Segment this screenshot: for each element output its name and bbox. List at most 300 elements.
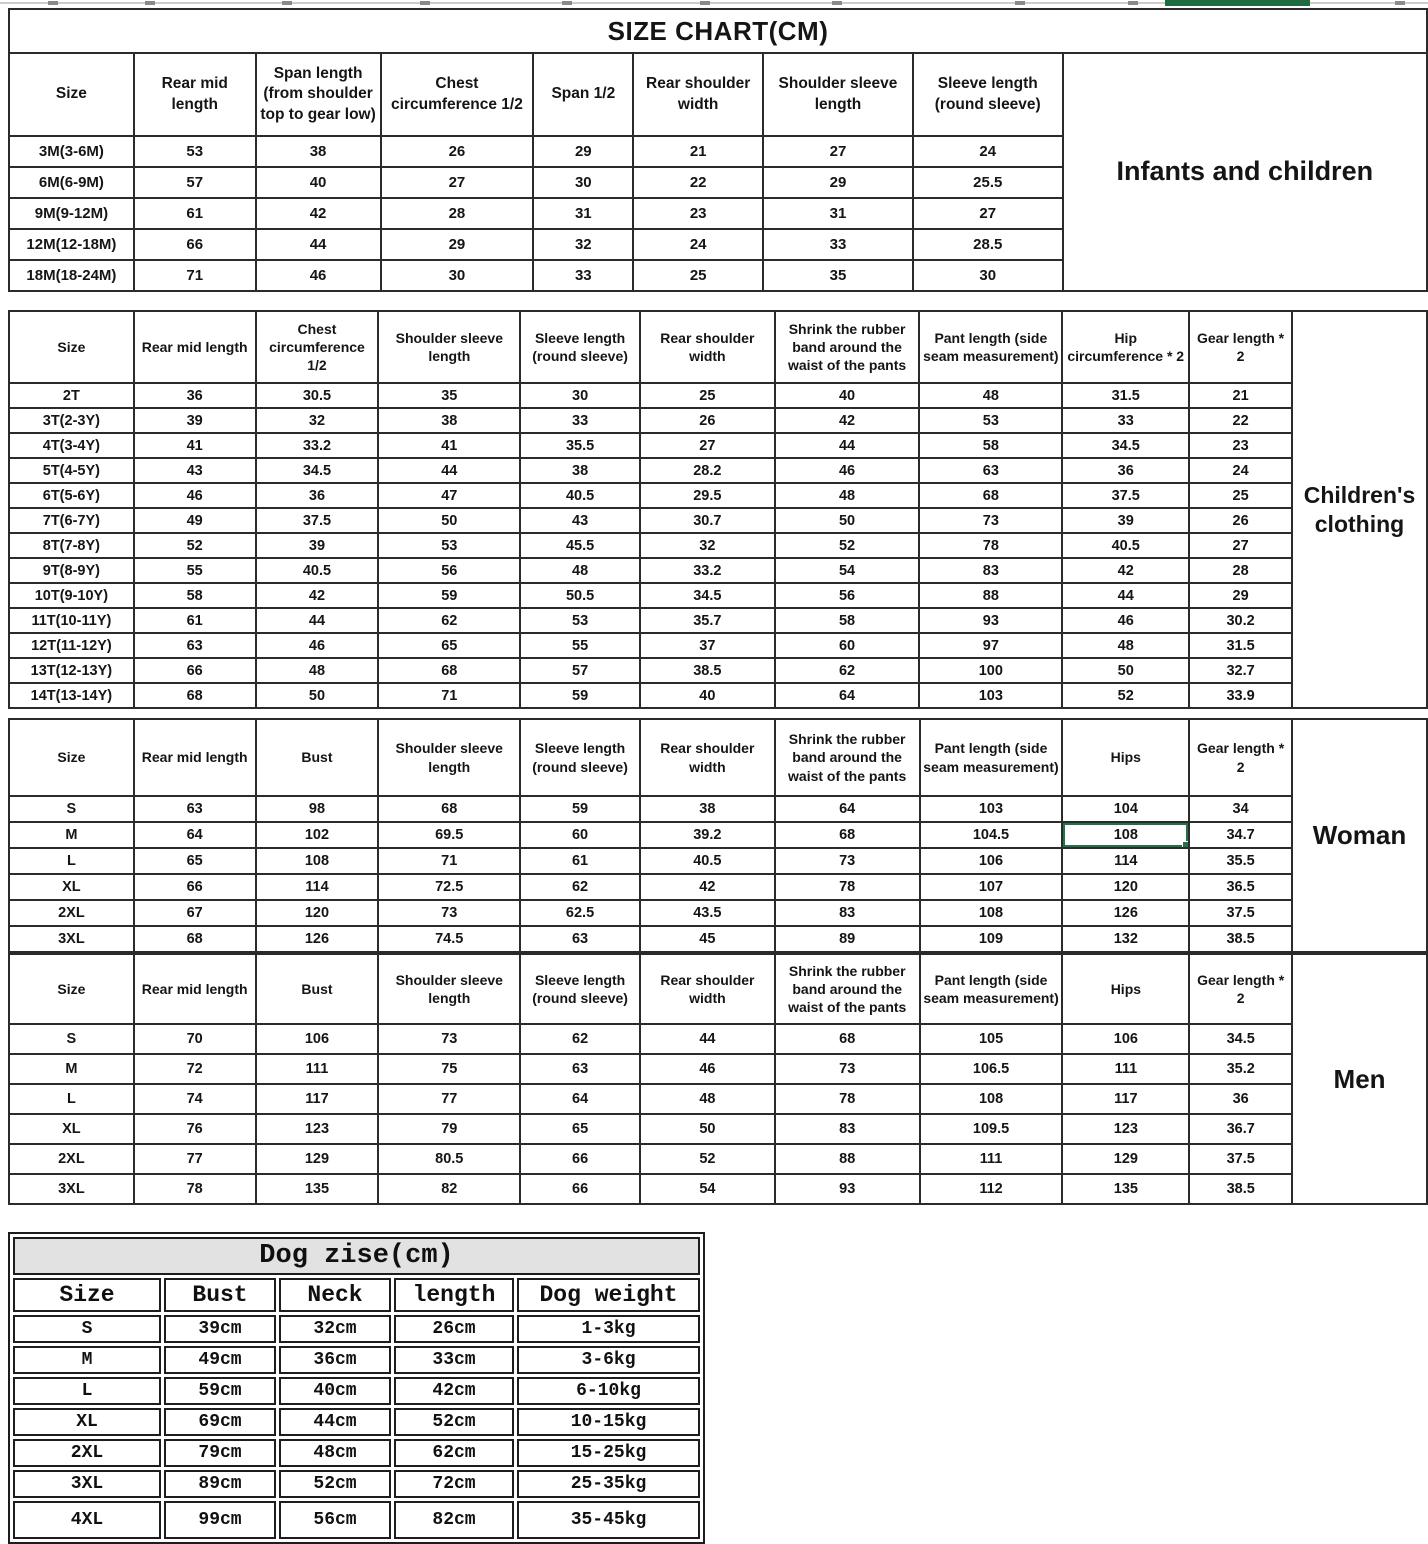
- value-cell: 83: [775, 900, 920, 926]
- value-cell: 34.7: [1189, 822, 1292, 848]
- value-cell: 36: [1189, 1084, 1292, 1114]
- size-cell: 2XL: [13, 1439, 161, 1467]
- column-header-7: Pant length (side seam measurement): [920, 719, 1063, 796]
- value-cell: 42cm: [394, 1377, 514, 1405]
- value-cell: 25.5: [913, 167, 1063, 198]
- side-label-infants: Infants and children: [1063, 53, 1427, 291]
- value-cell: 46: [1062, 608, 1189, 633]
- value-cell: 32: [640, 533, 775, 558]
- value-cell: 49cm: [164, 1346, 276, 1374]
- value-cell: 32: [533, 229, 633, 260]
- value-cell: 56: [775, 583, 920, 608]
- value-cell: 108: [920, 1084, 1063, 1114]
- value-cell: 38: [256, 136, 381, 167]
- size-chart-title: SIZE CHART(CM): [9, 9, 1427, 53]
- value-cell: 79: [378, 1114, 520, 1144]
- value-cell: 39: [1062, 508, 1189, 533]
- column-header-8: Hips: [1062, 719, 1189, 796]
- value-cell: 37.5: [1062, 483, 1189, 508]
- value-cell: 71: [378, 683, 520, 708]
- value-cell: 46: [134, 483, 256, 508]
- value-cell: 26cm: [394, 1315, 514, 1343]
- value-cell: 72cm: [394, 1470, 514, 1498]
- size-cell: 11T(10-11Y): [9, 608, 134, 633]
- size-cell: S: [9, 796, 134, 822]
- value-cell: 44: [378, 458, 520, 483]
- dog-column-header-1: Bust: [164, 1278, 276, 1312]
- value-cell: 50: [256, 683, 379, 708]
- value-cell: 58: [919, 433, 1062, 458]
- value-cell: 57: [520, 658, 640, 683]
- value-cell: 40: [640, 683, 775, 708]
- dog-column-header-2: Neck: [279, 1278, 391, 1312]
- value-cell: 59: [520, 796, 640, 822]
- value-cell: 106.5: [920, 1054, 1063, 1084]
- value-cell: 52: [134, 533, 256, 558]
- value-cell: 114: [256, 874, 379, 900]
- value-cell: 25: [633, 260, 763, 291]
- column-header-7: Pant length (side seam measurement): [920, 954, 1063, 1024]
- value-cell: 100: [919, 658, 1062, 683]
- column-header-6: Shoulder sleeve length: [763, 53, 913, 136]
- value-cell: 33: [533, 260, 633, 291]
- value-cell: 48cm: [279, 1439, 391, 1467]
- value-cell: 33.2: [256, 433, 379, 458]
- size-cell: M: [9, 822, 134, 848]
- value-cell: 37: [640, 633, 775, 658]
- dog-column-header-0: Size: [13, 1278, 161, 1312]
- value-cell: 46: [256, 260, 381, 291]
- value-cell: 27: [763, 136, 913, 167]
- value-cell: 46: [256, 633, 379, 658]
- column-header-2: Bust: [256, 954, 379, 1024]
- value-cell: 26: [640, 408, 775, 433]
- infants-size-table: [8, 8, 1428, 292]
- size-cell: S: [13, 1315, 161, 1343]
- value-cell: 52cm: [279, 1470, 391, 1498]
- column-header-6: Shrink the rubber band around the waist of the pants: [775, 719, 920, 796]
- value-cell: 33.9: [1189, 683, 1292, 708]
- value-cell: 53: [378, 533, 520, 558]
- size-cell: 2XL: [9, 900, 134, 926]
- value-cell: 31: [533, 198, 633, 229]
- column-header-6: Shrink the rubber band around the waist of the pants: [775, 311, 920, 383]
- gridline-tick: [420, 1, 430, 5]
- value-cell: 63: [520, 1054, 640, 1084]
- value-cell: 111: [256, 1054, 379, 1084]
- size-cell: 6T(5-6Y): [9, 483, 134, 508]
- value-cell: 50: [1062, 658, 1189, 683]
- value-cell: 10-15kg: [517, 1408, 700, 1436]
- value-cell: 32cm: [279, 1315, 391, 1343]
- value-cell: 135: [1062, 1174, 1189, 1204]
- value-cell: 29: [1189, 583, 1292, 608]
- side-label-men: Men: [1292, 954, 1427, 1204]
- gridline-tick: [562, 1, 572, 5]
- value-cell: 132: [1062, 926, 1189, 952]
- column-header-2: Span length (from shoulder top to gear low): [256, 53, 381, 136]
- value-cell: 37.5: [1189, 900, 1292, 926]
- value-cell: 27: [381, 167, 534, 198]
- value-cell: 68: [775, 1024, 920, 1054]
- value-cell: 62: [520, 1024, 640, 1054]
- value-cell: 39.2: [640, 822, 775, 848]
- value-cell: 27: [913, 198, 1063, 229]
- value-cell: 6-10kg: [517, 1377, 700, 1405]
- value-cell: 107: [920, 874, 1063, 900]
- value-cell: 53: [520, 608, 640, 633]
- value-cell: 64: [134, 822, 256, 848]
- size-cell: XL: [9, 1114, 134, 1144]
- value-cell: 56: [378, 558, 520, 583]
- value-cell: 38: [378, 408, 520, 433]
- value-cell: 28: [1189, 558, 1292, 583]
- value-cell: 62.5: [520, 900, 640, 926]
- side-label-woman: Woman: [1292, 719, 1427, 952]
- value-cell: 54: [640, 1174, 775, 1204]
- value-cell: 68: [134, 683, 256, 708]
- size-cell: M: [13, 1346, 161, 1374]
- value-cell: 49: [134, 508, 256, 533]
- value-cell: 60: [520, 822, 640, 848]
- value-cell: 42: [640, 874, 775, 900]
- value-cell: 39: [134, 408, 256, 433]
- woman-size-table: [8, 718, 1428, 953]
- value-cell: 123: [256, 1114, 379, 1144]
- value-cell: 57: [134, 167, 256, 198]
- value-cell: 72: [134, 1054, 256, 1084]
- column-header-8: Hip circumference * 2: [1062, 311, 1189, 383]
- value-cell: 32.7: [1189, 658, 1292, 683]
- column-header-4: Sleeve length (round sleeve): [520, 954, 640, 1024]
- column-header-9: Gear length * 2: [1189, 719, 1292, 796]
- value-cell: 24: [913, 136, 1063, 167]
- value-cell: 37.5: [256, 508, 379, 533]
- value-cell: 24: [633, 229, 763, 260]
- value-cell: 31: [763, 198, 913, 229]
- column-header-4: Span 1/2: [533, 53, 633, 136]
- value-cell: 40cm: [279, 1377, 391, 1405]
- value-cell: 111: [920, 1144, 1063, 1174]
- column-header-2: Bust: [256, 719, 379, 796]
- value-cell: 82: [378, 1174, 520, 1204]
- value-cell: 108: [920, 900, 1063, 926]
- value-cell: 29.5: [640, 483, 775, 508]
- size-cell: S: [9, 1024, 134, 1054]
- value-cell: 44cm: [279, 1408, 391, 1436]
- size-cell: 12T(11-12Y): [9, 633, 134, 658]
- value-cell: 66: [520, 1174, 640, 1204]
- value-cell: 42: [775, 408, 920, 433]
- value-cell: 44: [1062, 583, 1189, 608]
- value-cell: 40: [256, 167, 381, 198]
- value-cell: 58: [134, 583, 256, 608]
- size-cell: L: [9, 1084, 134, 1114]
- value-cell: 32: [256, 408, 379, 433]
- value-cell: 35.2: [1189, 1054, 1292, 1084]
- value-cell: 35-45kg: [517, 1501, 700, 1539]
- value-cell: 23: [633, 198, 763, 229]
- value-cell: 63: [520, 926, 640, 952]
- value-cell: 21: [633, 136, 763, 167]
- value-cell: 3-6kg: [517, 1346, 700, 1374]
- column-header-1: Rear mid length: [134, 719, 256, 796]
- value-cell: 40: [775, 383, 920, 408]
- value-cell: 34.5: [256, 458, 379, 483]
- value-cell: 98: [256, 796, 379, 822]
- value-cell: 63: [134, 633, 256, 658]
- value-cell: 48: [919, 383, 1062, 408]
- value-cell: 77: [134, 1144, 256, 1174]
- value-cell: 89: [775, 926, 920, 952]
- value-cell: 28: [381, 198, 534, 229]
- value-cell: 73: [775, 1054, 920, 1084]
- value-cell: 88: [919, 583, 1062, 608]
- value-cell: 114: [1062, 848, 1189, 874]
- gridline-tick: [1128, 1, 1138, 5]
- value-cell: 73: [378, 1024, 520, 1054]
- dog-column-header-3: length: [394, 1278, 514, 1312]
- value-cell: 105: [920, 1024, 1063, 1054]
- column-header-3: Shoulder sleeve length: [378, 719, 520, 796]
- size-cell: 3XL: [13, 1470, 161, 1498]
- gridline-tick: [48, 1, 58, 5]
- value-cell: 72.5: [378, 874, 520, 900]
- value-cell: 109.5: [920, 1114, 1063, 1144]
- size-cell: 6M(6-9M): [9, 167, 134, 198]
- value-cell: 54: [775, 558, 920, 583]
- value-cell: 69cm: [164, 1408, 276, 1436]
- children-size-table: [8, 310, 1428, 709]
- value-cell: 25: [640, 383, 775, 408]
- value-cell: 47: [378, 483, 520, 508]
- value-cell: 38.5: [640, 658, 775, 683]
- value-cell: 26: [1189, 508, 1292, 533]
- value-cell: 43.5: [640, 900, 775, 926]
- value-cell: 73: [775, 848, 920, 874]
- size-cell: 3XL: [9, 1174, 134, 1204]
- value-cell: 36.5: [1189, 874, 1292, 900]
- column-header-3: Shoulder sleeve length: [378, 311, 520, 383]
- column-header-1: Rear mid length: [134, 311, 256, 383]
- value-cell: 30: [533, 167, 633, 198]
- value-cell: 71: [378, 848, 520, 874]
- value-cell: 42: [1062, 558, 1189, 583]
- gridline-tick: [145, 1, 155, 5]
- value-cell: 64: [775, 683, 920, 708]
- value-cell: 103: [919, 683, 1062, 708]
- value-cell: 75: [378, 1054, 520, 1084]
- value-cell: 120: [1062, 874, 1189, 900]
- value-cell: 64: [775, 796, 920, 822]
- value-cell: 27: [640, 433, 775, 458]
- value-cell: 112: [920, 1174, 1063, 1204]
- value-cell: 63: [134, 796, 256, 822]
- value-cell: 35: [763, 260, 913, 291]
- value-cell: 61: [134, 608, 256, 633]
- value-cell: 66: [134, 874, 256, 900]
- column-header-9: Gear length * 2: [1189, 311, 1292, 383]
- value-cell: 123: [1062, 1114, 1189, 1144]
- value-cell: 106: [920, 848, 1063, 874]
- value-cell: 50: [775, 508, 920, 533]
- value-cell: 33cm: [394, 1346, 514, 1374]
- value-cell: 44: [256, 229, 381, 260]
- value-cell: 52cm: [394, 1408, 514, 1436]
- value-cell: 106: [256, 1024, 379, 1054]
- value-cell: 55: [520, 633, 640, 658]
- size-cell: 2T: [9, 383, 134, 408]
- value-cell: 59cm: [164, 1377, 276, 1405]
- value-cell: 44: [775, 433, 920, 458]
- column-header-1: Rear mid length: [134, 53, 256, 136]
- value-cell: 38.5: [1189, 1174, 1292, 1204]
- value-cell: 65: [378, 633, 520, 658]
- column-header-3: Shoulder sleeve length: [378, 954, 520, 1024]
- value-cell: 55: [134, 558, 256, 583]
- value-cell: 65: [520, 1114, 640, 1144]
- size-cell: 13T(12-13Y): [9, 658, 134, 683]
- value-cell: 26: [381, 136, 534, 167]
- value-cell: 71: [134, 260, 256, 291]
- value-cell: 68: [919, 483, 1062, 508]
- value-cell: 79cm: [164, 1439, 276, 1467]
- value-cell: 108: [256, 848, 379, 874]
- value-cell: 52: [640, 1144, 775, 1174]
- column-header-0: Size: [9, 53, 134, 136]
- value-cell: 39cm: [164, 1315, 276, 1343]
- value-cell: 73: [378, 900, 520, 926]
- value-cell: 61: [520, 848, 640, 874]
- value-cell: 30.5: [256, 383, 379, 408]
- column-header-5: Rear shoulder width: [640, 311, 775, 383]
- value-cell: 102: [256, 822, 379, 848]
- size-cell: 4XL: [13, 1501, 161, 1539]
- value-cell: 59: [520, 683, 640, 708]
- value-cell: 40.5: [640, 848, 775, 874]
- value-cell: 40.5: [520, 483, 640, 508]
- value-cell: 68: [378, 658, 520, 683]
- value-cell: 78: [775, 874, 920, 900]
- value-cell: 33.2: [640, 558, 775, 583]
- size-cell: L: [13, 1377, 161, 1405]
- size-cell: M: [9, 1054, 134, 1084]
- value-cell: 15-25kg: [517, 1439, 700, 1467]
- value-cell: 50.5: [520, 583, 640, 608]
- value-cell: 30: [381, 260, 534, 291]
- column-header-6: Shrink the rubber band around the waist of the pants: [775, 954, 920, 1024]
- column-header-0: Size: [9, 311, 134, 383]
- value-cell: 77: [378, 1084, 520, 1114]
- value-cell: 38: [640, 796, 775, 822]
- column-header-4: Sleeve length (round sleeve): [520, 311, 640, 383]
- value-cell: 65: [134, 848, 256, 874]
- value-cell: 78: [775, 1084, 920, 1114]
- value-cell: 80.5: [378, 1144, 520, 1174]
- value-cell: 93: [775, 1174, 920, 1204]
- column-header-7: Pant length (side seam measurement): [919, 311, 1062, 383]
- value-cell: 117: [1062, 1084, 1189, 1114]
- value-cell: 41: [378, 433, 520, 458]
- value-cell: 69.5: [378, 822, 520, 848]
- column-header-1: Rear mid length: [134, 954, 256, 1024]
- value-cell: 83: [919, 558, 1062, 583]
- value-cell: 44: [640, 1024, 775, 1054]
- value-cell: 70: [134, 1024, 256, 1054]
- value-cell: 74: [134, 1084, 256, 1114]
- value-cell: 29: [763, 167, 913, 198]
- side-label-children: Children's clothing: [1292, 311, 1427, 708]
- value-cell: 35: [378, 383, 520, 408]
- value-cell: 30.7: [640, 508, 775, 533]
- size-cell: 5T(4-5Y): [9, 458, 134, 483]
- value-cell: 78: [919, 533, 1062, 558]
- value-cell: 41: [134, 433, 256, 458]
- value-cell: 30.2: [1189, 608, 1292, 633]
- size-cell: L: [9, 848, 134, 874]
- dog-column-header-4: Dog weight: [517, 1278, 700, 1312]
- value-cell: 48: [775, 483, 920, 508]
- value-cell: 126: [1062, 900, 1189, 926]
- selected-column-highlight: [1165, 0, 1310, 6]
- value-cell: 43: [134, 458, 256, 483]
- value-cell: 93: [919, 608, 1062, 633]
- size-cell: 7T(6-7Y): [9, 508, 134, 533]
- value-cell: 62: [775, 658, 920, 683]
- size-cell: 9T(8-9Y): [9, 558, 134, 583]
- value-cell: 63: [919, 458, 1062, 483]
- value-cell: 24: [1189, 458, 1292, 483]
- value-cell: 48: [256, 658, 379, 683]
- value-cell: 48: [1062, 633, 1189, 658]
- value-cell: 56cm: [279, 1501, 391, 1539]
- dog-size-table: [8, 1232, 705, 1544]
- value-cell: 27: [1189, 533, 1292, 558]
- value-cell: 83: [775, 1114, 920, 1144]
- value-cell: 52: [1062, 683, 1189, 708]
- size-cell: 12M(12-18M): [9, 229, 134, 260]
- value-cell: 33: [520, 408, 640, 433]
- value-cell: 50: [640, 1114, 775, 1144]
- value-cell: 34.5: [640, 583, 775, 608]
- value-cell: 36: [134, 383, 256, 408]
- value-cell: 21: [1189, 383, 1292, 408]
- value-cell: 28.5: [913, 229, 1063, 260]
- value-cell: 89cm: [164, 1470, 276, 1498]
- value-cell: 50: [378, 508, 520, 533]
- column-header-5: Rear shoulder width: [633, 53, 763, 136]
- column-header-7: Sleeve length (round sleeve): [913, 53, 1063, 136]
- value-cell: 31.5: [1062, 383, 1189, 408]
- value-cell: 68: [775, 822, 920, 848]
- value-cell: 45: [640, 926, 775, 952]
- value-cell: 64: [520, 1084, 640, 1114]
- value-cell: 33: [763, 229, 913, 260]
- column-header-3: Chest circumference 1/2: [381, 53, 534, 136]
- value-cell: 53: [919, 408, 1062, 433]
- value-cell: 62cm: [394, 1439, 514, 1467]
- value-cell: 88: [775, 1144, 920, 1174]
- value-cell: 25-35kg: [517, 1470, 700, 1498]
- size-cell: XL: [9, 874, 134, 900]
- size-cell: 14T(13-14Y): [9, 683, 134, 708]
- size-cell: XL: [13, 1408, 161, 1436]
- column-header-4: Sleeve length (round sleeve): [520, 719, 640, 796]
- value-cell: 73: [919, 508, 1062, 533]
- value-cell: 109: [920, 926, 1063, 952]
- value-cell: 46: [775, 458, 920, 483]
- value-cell: 97: [919, 633, 1062, 658]
